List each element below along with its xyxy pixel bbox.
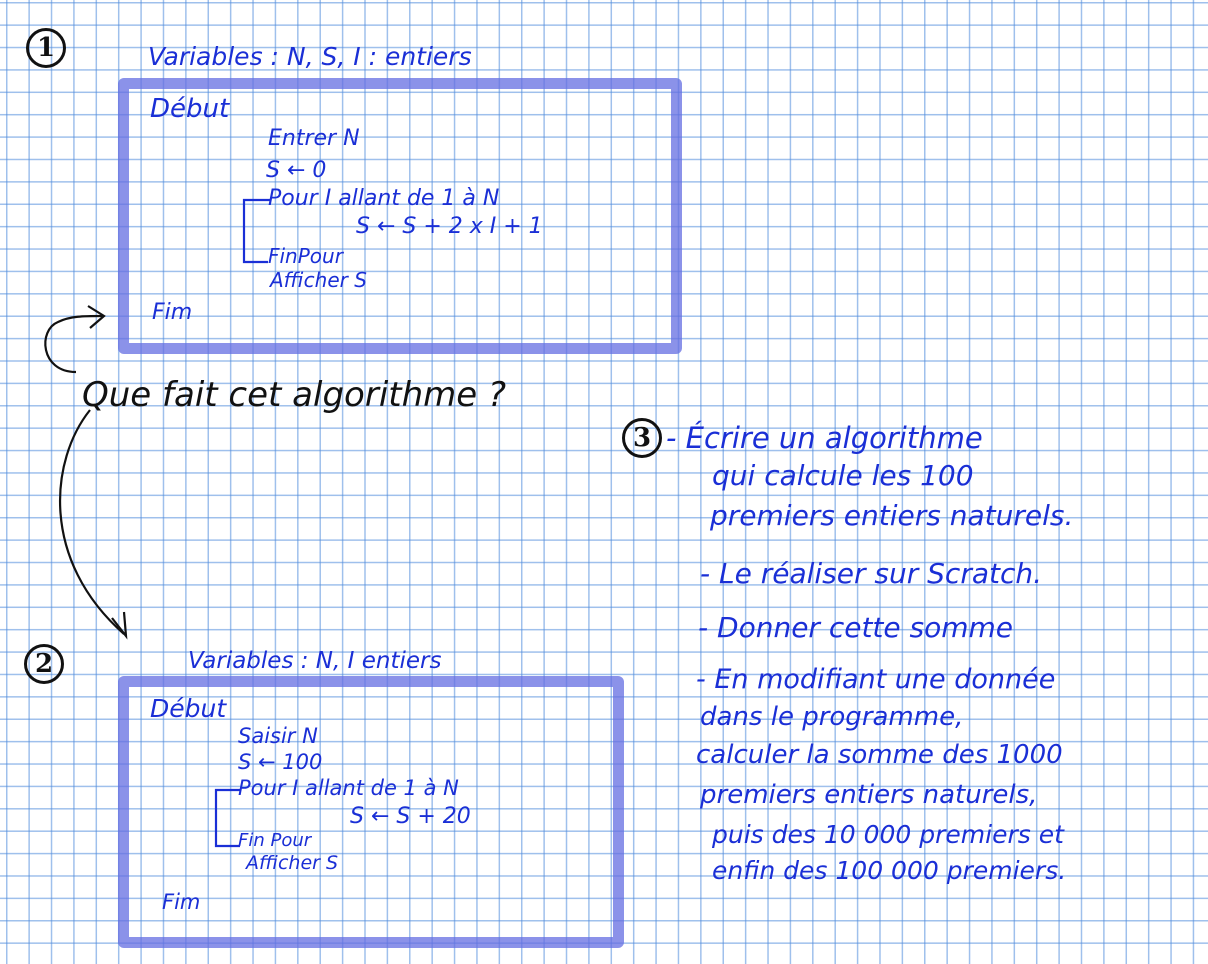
arrow-to-algorithm-1-head — [88, 306, 104, 328]
exercise-3-line-9: premiers entiers naturels, — [700, 780, 1038, 810]
exercise-2-number: 2 — [24, 644, 64, 684]
exercise-3-line-4: - Le réaliser sur Scratch. — [700, 557, 1043, 590]
exercise-3-line-1: - Écrire un algorithme — [666, 421, 983, 455]
exercise-3-line-5: - Donner cette somme — [698, 611, 1014, 644]
exercise-2-line-1: Saisir N — [238, 724, 318, 748]
arrow-to-exercise-2-head — [112, 612, 126, 636]
exercise-1-line-3: Pour I allant de 1 à N — [268, 186, 500, 211]
exercise-1-line-6: Afficher S — [270, 268, 367, 292]
exercise-1-fin: Fim — [152, 300, 193, 325]
exercise-2-fin: Fim — [162, 890, 201, 914]
exercise-3-line-3: premiers entiers naturels. — [710, 499, 1074, 532]
exercise-1-line-5: FinPour — [268, 244, 343, 268]
exercise-3-line-6: - En modifiant une donnée — [696, 664, 1056, 695]
exercise-2-debut: Début — [150, 694, 227, 723]
exercise-3-line-8: calculer la somme des 1000 — [696, 740, 1063, 770]
exercise-3-line-11: enfin des 100 000 premiers. — [712, 856, 1067, 885]
exercise-3-line-10: puis des 10 000 premiers et — [712, 820, 1064, 849]
exercise-2-line-3: Pour I allant de 1 à N — [238, 776, 459, 800]
exercise-1-line-2: S ← 0 — [266, 158, 327, 183]
exercise-3-line-7: dans le programme, — [700, 702, 964, 732]
exercise-2-variables: Variables : N, I entiers — [188, 648, 442, 674]
question-text: Que fait cet algorithme ? — [82, 375, 507, 415]
exercise-1-number: 1 — [26, 28, 66, 68]
arrow-to-algorithm-1 — [45, 316, 102, 372]
exercise-1-debut: Début — [150, 94, 230, 124]
exercise-1-variables: Variables : N, S, I : entiers — [148, 42, 472, 71]
exercise-3-line-2: qui calcule les 100 — [712, 459, 974, 492]
exercise-2-line-4: S ← S + 20 — [350, 804, 471, 829]
arrow-to-exercise-2 — [60, 410, 124, 634]
exercise-2-line-2: S ← 100 — [238, 750, 323, 774]
exercise-3-number: 3 — [622, 418, 662, 458]
exercise-2-line-5: Fin Pour — [238, 830, 312, 851]
exercise-1-line-1: Entrer N — [268, 126, 360, 151]
exercise-1-line-4: S ← S + 2 x I + 1 — [356, 214, 543, 239]
exercise-2-line-6: Afficher S — [246, 852, 339, 874]
